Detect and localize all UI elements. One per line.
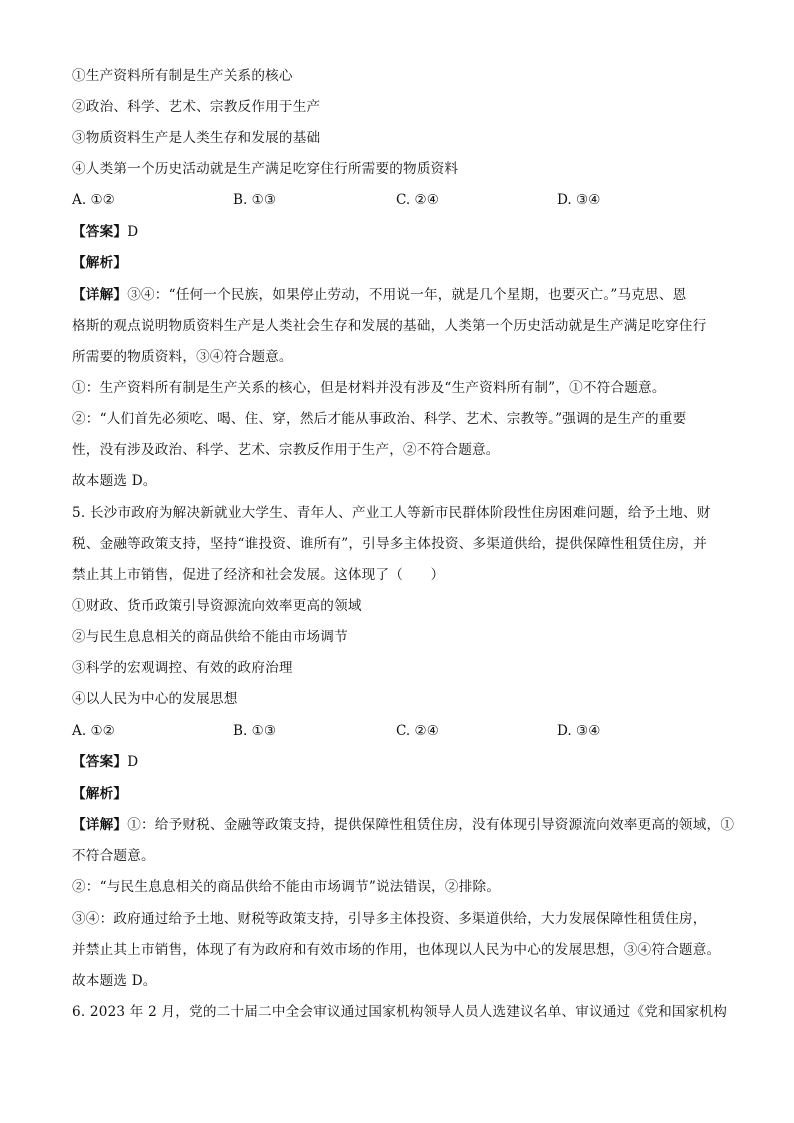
- q5-statement-3: ③科学的宏观调控、有效的政府治理: [72, 660, 293, 676]
- q4-detail-line-3: 所需要的物质资料，③④符合题意。: [72, 349, 293, 365]
- q5-stem-line-3: 禁止其上市销售，促进了经济和社会发展。这体现了（ ）: [72, 567, 445, 583]
- q4-statement-2: ②政治、科学、艺术、宗教反作用于生产: [72, 99, 321, 115]
- q5-answer: [72, 752, 138, 772]
- q5-option-b: B. ①③: [233, 723, 277, 739]
- q4-statement-3: ③物质资料生产是人类生存和发展的基础: [72, 130, 321, 146]
- q5-option-a: A. ①②: [72, 723, 115, 739]
- q4-conclusion: 故本题选 D。: [72, 473, 157, 489]
- q4-detail-line-2: 格斯的观点说明物质资料生产是人类社会生存和发展的基础，人类第一个历史活动就是生产满足吃穿住行: [72, 318, 707, 334]
- q4-option-b: B. ①③: [233, 192, 277, 208]
- q4-answer: [72, 222, 138, 242]
- q5-conclusion: 故本题选 D。: [72, 973, 157, 989]
- detail-tag: 【详解】: [72, 817, 128, 833]
- q4-detail-line-1: [72, 285, 686, 305]
- q5-detail-line-4: ③④：政府通过给予土地、财税等政策支持，引导多主体投资、多渠道供给，大力发展保障性租赁住房，: [72, 911, 707, 927]
- q6-stem-line-1: 6. 2023 年 2 月，党的二十届二中全会审议通过国家机构领导人员人选建议名单、审议通过《党和国家机构: [72, 1004, 728, 1020]
- answer-tag: 【答案】: [72, 224, 128, 240]
- q5-statement-1: ①财政、货币政策引导资源流向效率更高的领域: [72, 598, 362, 614]
- q5-detail-line-2: 不符合题意。: [72, 848, 155, 864]
- q5-statement-2: ②与民生息息相关的商品供给不能由市场调节: [72, 629, 348, 645]
- detail-text: ①：给予财税、金融等政策支持，提供保障性租赁住房，没有体现引导资源流向效率更高的领域，①: [127, 817, 735, 833]
- analysis-tag: 【解析】: [72, 255, 128, 271]
- q5-stem-line-1: 5. 长沙市政府为解决新就业大学生、青年人、产业工人等新市民群体阶段性住房困难问题，给予土地、财: [72, 505, 711, 521]
- analysis-tag: 【解析】: [72, 786, 128, 802]
- q5-detail-line-1: [72, 815, 734, 835]
- q4-option-a: A. ①②: [72, 192, 115, 208]
- q5-detail-line-5: 并禁止其上市销售，体现了有为政府和有效市场的作用，也体现以人民为中心的发展思想，③④符合题意。: [72, 942, 721, 958]
- q4-detail-line-5: ②：“人们首先必须吃、喝、住、穿，然后才能从事政治、科学、艺术、宗教等。”强调的是生产的重要: [72, 411, 687, 427]
- q4-statement-1: ①生产资料所有制是生产关系的核心: [72, 68, 293, 84]
- answer-value: D: [127, 754, 139, 770]
- answer-value: D: [127, 224, 139, 240]
- q5-option-d: D. ③④: [557, 723, 601, 739]
- q5-stem-line-2: 税、金融等政策支持，坚持“谁投资、谁所有”，引导多主体投资、多渠道供给，提供保障性租赁住房，并: [72, 536, 708, 552]
- q4-statement-4: ④人类第一个历史活动就是生产满足吃穿住行所需要的物质资料: [72, 161, 459, 177]
- detail-tag: 【详解】: [72, 287, 128, 303]
- q4-detail-line-4: ①：生产资料所有制是生产关系的核心，但是材料并没有涉及“生产资料所有制”，①不符合题意。: [72, 380, 666, 396]
- q4-option-d: D. ③④: [557, 192, 601, 208]
- detail-text: ③④：“任何一个民族，如果停止劳动，不用说一年，就是几个星期，也要灭亡。”马克思、恩: [127, 287, 687, 303]
- q4-detail-line-6: 性，没有涉及政治、科学、艺术、宗教反作用于生产，②不符合题意。: [72, 442, 500, 458]
- q4-option-c: C. ②④: [396, 192, 439, 208]
- q5-statement-4: ④以人民为中心的发展思想: [72, 691, 238, 707]
- q5-option-c: C. ②④: [396, 723, 439, 739]
- q5-detail-line-3: ②：“与民生息息相关的商品供给不能由市场调节”说法错误，②排除。: [72, 879, 501, 895]
- q5-analysis-label: [72, 784, 127, 804]
- q4-analysis-label: [72, 253, 127, 273]
- answer-tag: 【答案】: [72, 754, 128, 770]
